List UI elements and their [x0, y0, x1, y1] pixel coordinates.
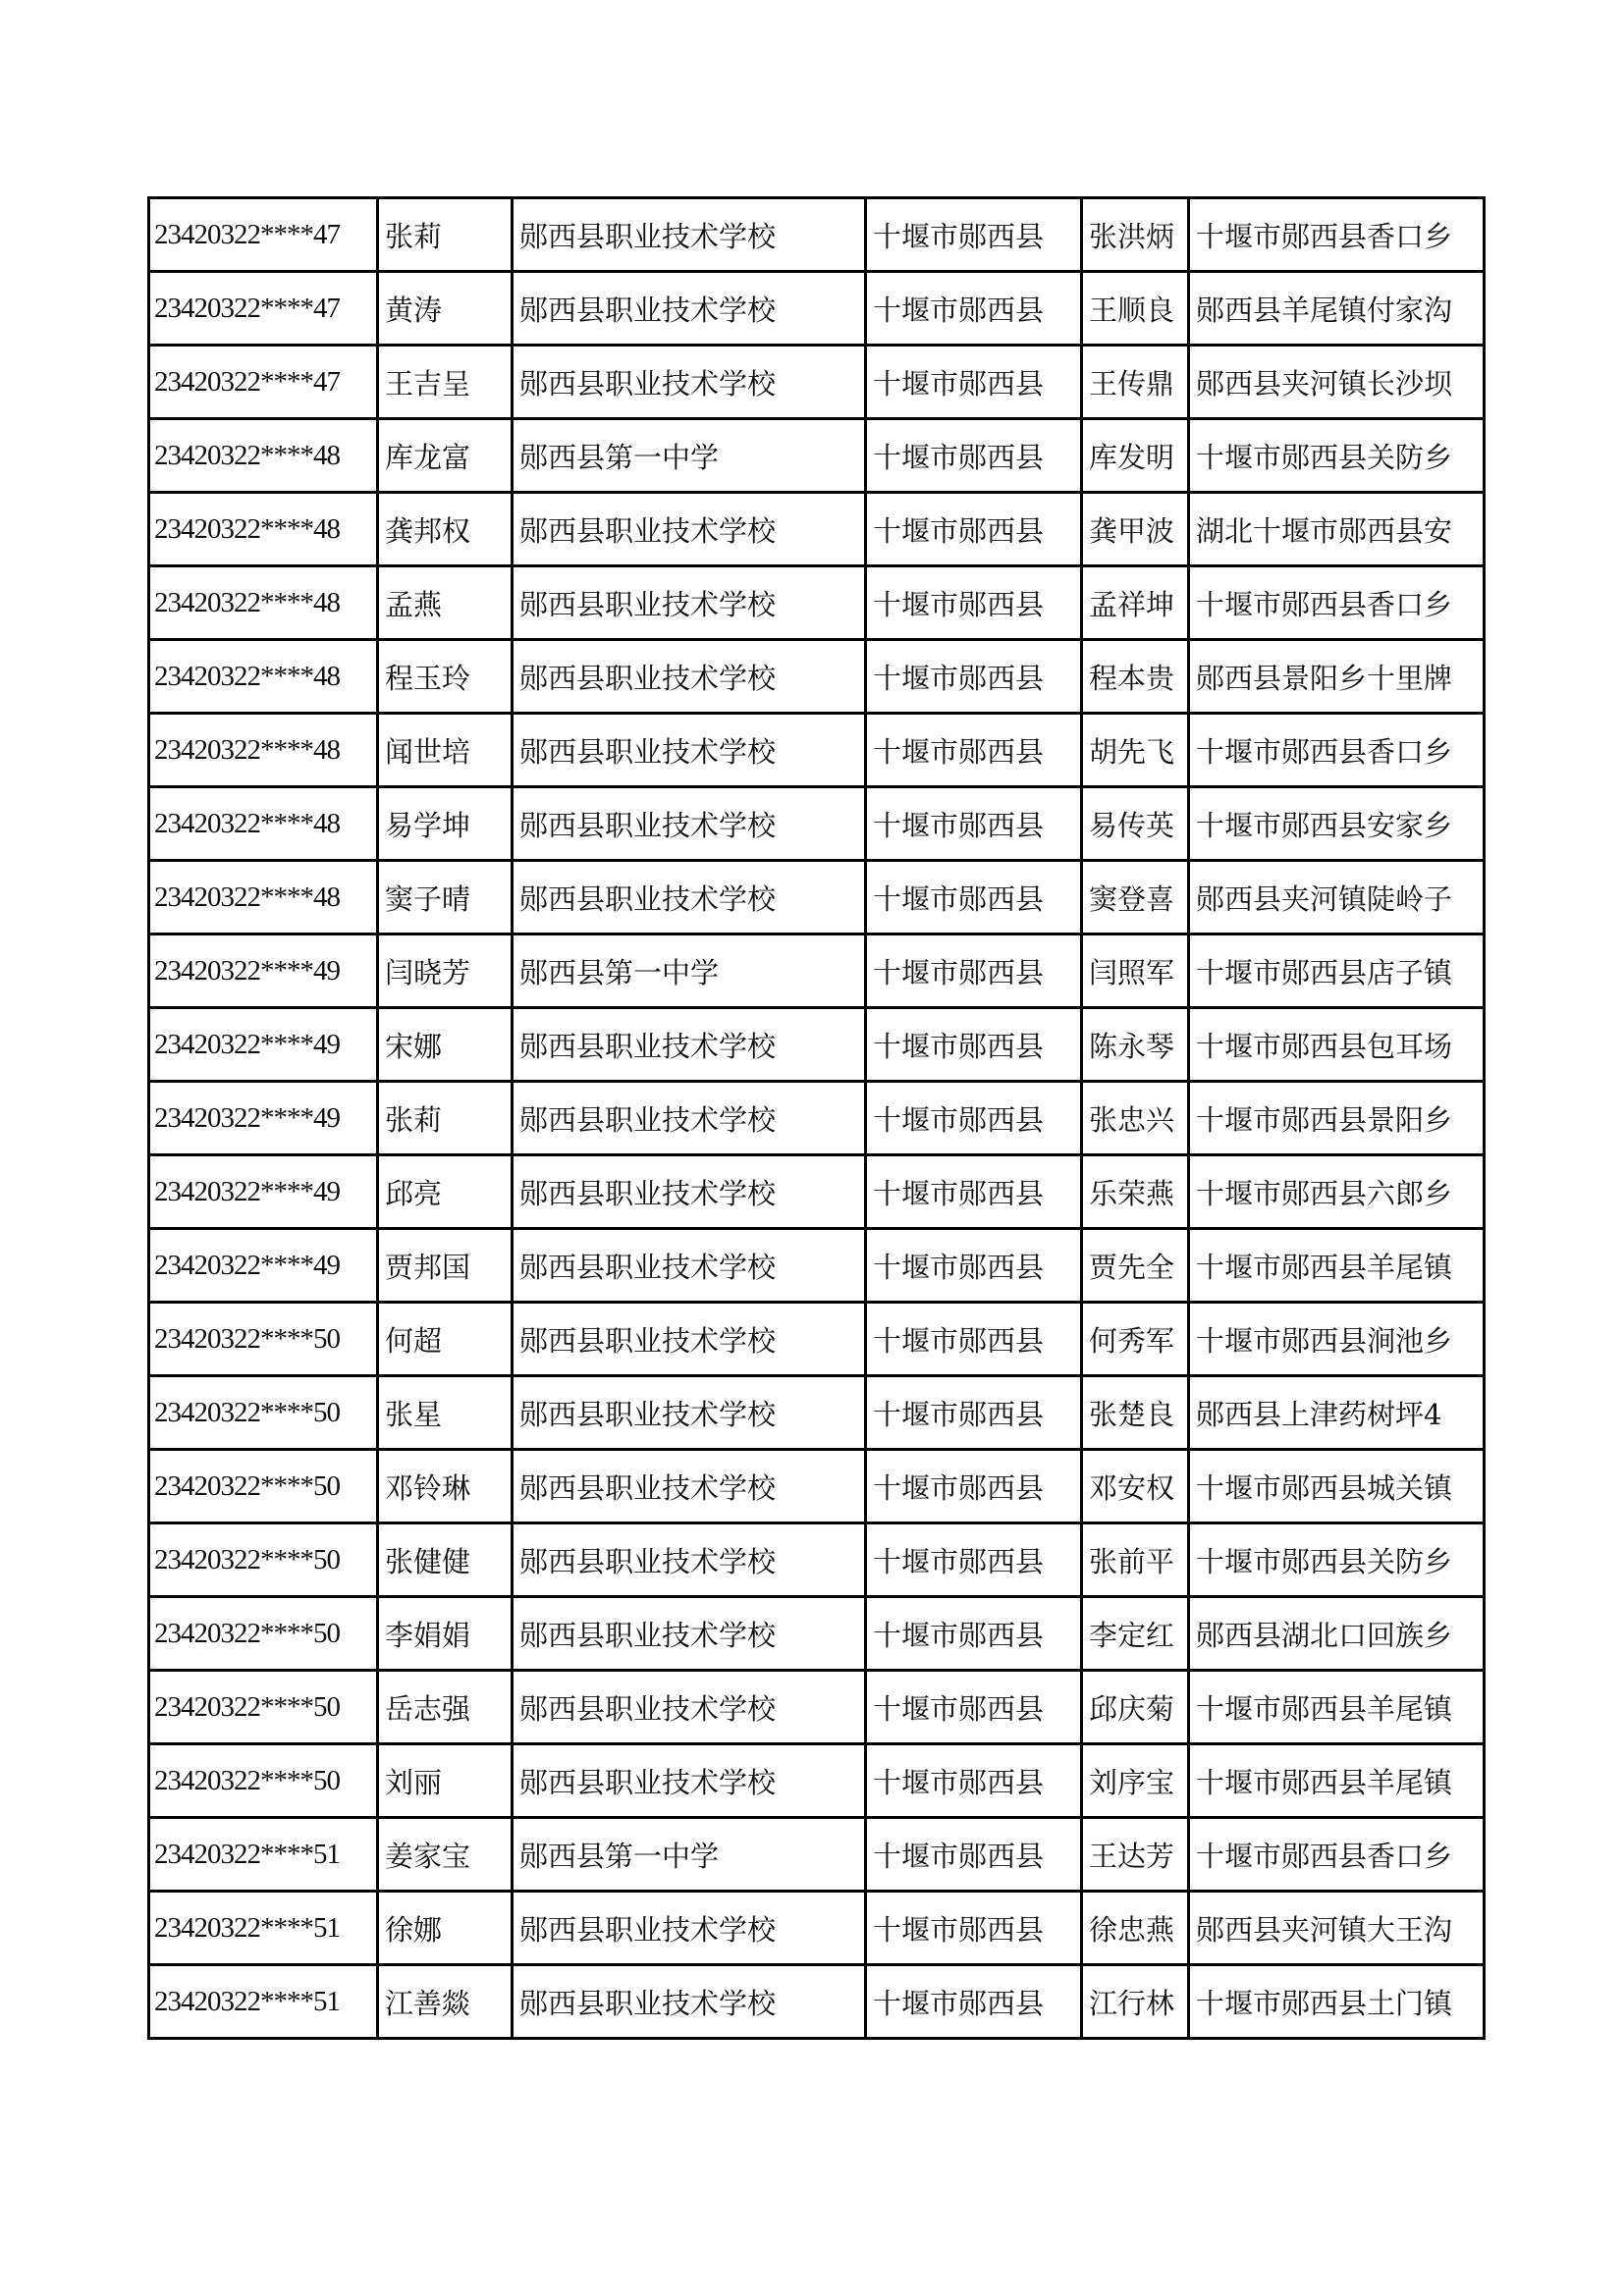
table-row: [149, 1082, 1485, 1155]
table-row: [149, 861, 1485, 934]
address-cell: 十堰市郧西县涧池乡: [1189, 1303, 1485, 1376]
name-cell: 闻世培: [378, 714, 513, 787]
address-cell: 十堰市郧西县店子镇: [1189, 934, 1485, 1008]
guardian-cell: 贾先全: [1082, 1229, 1189, 1303]
id-cell: 23420322****51: [149, 1892, 378, 1965]
region-cell: 十堰市郧西县: [866, 714, 1082, 787]
name-cell: 江善燚: [378, 1965, 513, 2039]
region-cell: 十堰市郧西县: [866, 934, 1082, 1008]
address-cell: 十堰市郧西县包耳场: [1189, 1008, 1485, 1082]
table-row: [149, 1965, 1485, 2039]
table-row: [149, 198, 1485, 272]
id-cell: 23420322****48: [149, 566, 378, 640]
guardian-cell: 李定红: [1082, 1597, 1189, 1671]
name-cell: 宋娜: [378, 1008, 513, 1082]
guardian-cell: 刘序宝: [1082, 1744, 1189, 1818]
name-cell: 张健健: [378, 1523, 513, 1597]
region-cell: 十堰市郧西县: [866, 346, 1082, 419]
guardian-cell: 张前平: [1082, 1523, 1189, 1597]
id-cell: 23420322****49: [149, 1008, 378, 1082]
address-cell: 郧西县夹河镇长沙坝: [1189, 346, 1485, 419]
name-cell: 李娟娟: [378, 1597, 513, 1671]
id-cell: 23420322****50: [149, 1597, 378, 1671]
region-cell: 十堰市郧西县: [866, 1818, 1082, 1892]
school-cell: 郧西县职业技术学校: [513, 1892, 866, 1965]
address-cell: 十堰市郧西县香口乡: [1189, 566, 1485, 640]
guardian-cell: 张洪炳: [1082, 198, 1189, 272]
id-cell: 23420322****51: [149, 1965, 378, 2039]
id-cell: 23420322****48: [149, 640, 378, 714]
table-row: [149, 1818, 1485, 1892]
name-cell: 王吉呈: [378, 346, 513, 419]
name-cell: 刘丽: [378, 1744, 513, 1818]
school-cell: 郧西县职业技术学校: [513, 1523, 866, 1597]
region-cell: 十堰市郧西县: [866, 1008, 1082, 1082]
guardian-cell: 王顺良: [1082, 272, 1189, 346]
school-cell: 郧西县职业技术学校: [513, 1597, 866, 1671]
school-cell: 郧西县职业技术学校: [513, 1082, 866, 1155]
address-cell: 郧西县景阳乡十里牌: [1189, 640, 1485, 714]
region-cell: 十堰市郧西县: [866, 1450, 1082, 1523]
guardian-cell: 王传鼎: [1082, 346, 1189, 419]
school-cell: 郧西县职业技术学校: [513, 787, 866, 861]
school-cell: 郧西县职业技术学校: [513, 1965, 866, 2039]
address-cell: 郧西县夹河镇大王沟: [1189, 1892, 1485, 1965]
id-cell: 23420322****50: [149, 1671, 378, 1744]
name-cell: 龚邦权: [378, 493, 513, 566]
address-cell: 十堰市郧西县安家乡: [1189, 787, 1485, 861]
school-cell: 郧西县职业技术学校: [513, 861, 866, 934]
address-cell: 郧西县上津药树坪4: [1189, 1376, 1485, 1450]
name-cell: 邓铃琳: [378, 1450, 513, 1523]
guardian-cell: 胡先飞: [1082, 714, 1189, 787]
name-cell: 孟燕: [378, 566, 513, 640]
id-cell: 23420322****50: [149, 1450, 378, 1523]
region-cell: 十堰市郧西县: [866, 1155, 1082, 1229]
region-cell: 十堰市郧西县: [866, 787, 1082, 861]
guardian-cell: 张楚良: [1082, 1376, 1189, 1450]
region-cell: 十堰市郧西县: [866, 1671, 1082, 1744]
table-row: [149, 1523, 1485, 1597]
name-cell: 程玉玲: [378, 640, 513, 714]
name-cell: 贾邦国: [378, 1229, 513, 1303]
school-cell: 郧西县职业技术学校: [513, 1671, 866, 1744]
table-row: [149, 493, 1485, 566]
address-cell: 郧西县羊尾镇付家沟: [1189, 272, 1485, 346]
address-cell: 十堰市郧西县香口乡: [1189, 198, 1485, 272]
school-cell: 郧西县职业技术学校: [513, 272, 866, 346]
guardian-cell: 江行林: [1082, 1965, 1189, 2039]
address-cell: 郧西县湖北口回族乡: [1189, 1597, 1485, 1671]
id-cell: 23420322****51: [149, 1818, 378, 1892]
address-cell: 十堰市郧西县城关镇: [1189, 1450, 1485, 1523]
school-cell: 郧西县职业技术学校: [513, 1229, 866, 1303]
name-cell: 岳志强: [378, 1671, 513, 1744]
id-cell: 23420322****48: [149, 419, 378, 493]
id-cell: 23420322****48: [149, 787, 378, 861]
table-row: [149, 1155, 1485, 1229]
guardian-cell: 陈永琴: [1082, 1008, 1189, 1082]
name-cell: 库龙富: [378, 419, 513, 493]
id-cell: 23420322****48: [149, 493, 378, 566]
table-row: [149, 1450, 1485, 1523]
region-cell: 十堰市郧西县: [866, 1892, 1082, 1965]
region-cell: 十堰市郧西县: [866, 1082, 1082, 1155]
region-cell: 十堰市郧西县: [866, 640, 1082, 714]
table-row: [149, 1671, 1485, 1744]
guardian-cell: 库发明: [1082, 419, 1189, 493]
address-cell: 十堰市郧西县香口乡: [1189, 1818, 1485, 1892]
table-row: [149, 640, 1485, 714]
guardian-cell: 易传英: [1082, 787, 1189, 861]
region-cell: 十堰市郧西县: [866, 1744, 1082, 1818]
guardian-cell: 王达芳: [1082, 1818, 1189, 1892]
school-cell: 郧西县职业技术学校: [513, 198, 866, 272]
table-row: [149, 1892, 1485, 1965]
name-cell: 黄涛: [378, 272, 513, 346]
id-cell: 23420322****50: [149, 1303, 378, 1376]
school-cell: 郧西县职业技术学校: [513, 346, 866, 419]
id-cell: 23420322****47: [149, 198, 378, 272]
student-table: [147, 196, 1486, 2040]
id-cell: 23420322****47: [149, 346, 378, 419]
id-cell: 23420322****49: [149, 1155, 378, 1229]
name-cell: 徐娜: [378, 1892, 513, 1965]
name-cell: 姜家宝: [378, 1818, 513, 1892]
table-row: [149, 1303, 1485, 1376]
table-row: [149, 419, 1485, 493]
table-row: [149, 714, 1485, 787]
address-cell: 十堰市郧西县关防乡: [1189, 1523, 1485, 1597]
id-cell: 23420322****49: [149, 1229, 378, 1303]
region-cell: 十堰市郧西县: [866, 198, 1082, 272]
id-cell: 23420322****50: [149, 1523, 378, 1597]
address-cell: 十堰市郧西县羊尾镇: [1189, 1229, 1485, 1303]
region-cell: 十堰市郧西县: [866, 566, 1082, 640]
name-cell: 张星: [378, 1376, 513, 1450]
table-row: [149, 1229, 1485, 1303]
region-cell: 十堰市郧西县: [866, 419, 1082, 493]
id-cell: 23420322****48: [149, 861, 378, 934]
name-cell: 易学坤: [378, 787, 513, 861]
id-cell: 23420322****49: [149, 934, 378, 1008]
guardian-cell: 徐忠燕: [1082, 1892, 1189, 1965]
student-table-body: [149, 198, 1485, 2039]
name-cell: 何超: [378, 1303, 513, 1376]
school-cell: 郧西县第一中学: [513, 419, 866, 493]
guardian-cell: 龚甲波: [1082, 493, 1189, 566]
address-cell: 十堰市郧西县羊尾镇: [1189, 1744, 1485, 1818]
address-cell: 十堰市郧西县土门镇: [1189, 1965, 1485, 2039]
name-cell: 邱亮: [378, 1155, 513, 1229]
table-row: [149, 1597, 1485, 1671]
address-cell: 郧西县夹河镇陡岭子: [1189, 861, 1485, 934]
address-cell: 十堰市郧西县景阳乡: [1189, 1082, 1485, 1155]
id-cell: 23420322****47: [149, 272, 378, 346]
name-cell: 窦子晴: [378, 861, 513, 934]
address-cell: 十堰市郧西县香口乡: [1189, 714, 1485, 787]
id-cell: 23420322****50: [149, 1376, 378, 1450]
region-cell: 十堰市郧西县: [866, 1523, 1082, 1597]
id-cell: 23420322****49: [149, 1082, 378, 1155]
table-row: [149, 787, 1485, 861]
guardian-cell: 邓安权: [1082, 1450, 1189, 1523]
school-cell: 郧西县职业技术学校: [513, 566, 866, 640]
table-row: [149, 1744, 1485, 1818]
school-cell: 郧西县职业技术学校: [513, 1744, 866, 1818]
id-cell: 23420322****48: [149, 714, 378, 787]
address-cell: 十堰市郧西县六郎乡: [1189, 1155, 1485, 1229]
address-cell: 湖北十堰市郧西县安: [1189, 493, 1485, 566]
guardian-cell: 窦登喜: [1082, 861, 1189, 934]
address-cell: 十堰市郧西县关防乡: [1189, 419, 1485, 493]
region-cell: 十堰市郧西县: [866, 1965, 1082, 2039]
region-cell: 十堰市郧西县: [866, 1303, 1082, 1376]
region-cell: 十堰市郧西县: [866, 1597, 1082, 1671]
region-cell: 十堰市郧西县: [866, 1376, 1082, 1450]
name-cell: 张莉: [378, 1082, 513, 1155]
school-cell: 郧西县职业技术学校: [513, 714, 866, 787]
table-row: [149, 1376, 1485, 1450]
school-cell: 郧西县职业技术学校: [513, 1303, 866, 1376]
name-cell: 闫晓芳: [378, 934, 513, 1008]
region-cell: 十堰市郧西县: [866, 493, 1082, 566]
school-cell: 郧西县职业技术学校: [513, 1008, 866, 1082]
school-cell: 郧西县第一中学: [513, 1818, 866, 1892]
table-row: [149, 934, 1485, 1008]
guardian-cell: 何秀军: [1082, 1303, 1189, 1376]
table-row: [149, 346, 1485, 419]
school-cell: 郧西县职业技术学校: [513, 1155, 866, 1229]
school-cell: 郧西县职业技术学校: [513, 1376, 866, 1450]
region-cell: 十堰市郧西县: [866, 272, 1082, 346]
school-cell: 郧西县职业技术学校: [513, 493, 866, 566]
region-cell: 十堰市郧西县: [866, 861, 1082, 934]
region-cell: 十堰市郧西县: [866, 1229, 1082, 1303]
id-cell: 23420322****50: [149, 1744, 378, 1818]
guardian-cell: 邱庆菊: [1082, 1671, 1189, 1744]
school-cell: 郧西县第一中学: [513, 934, 866, 1008]
school-cell: 郧西县职业技术学校: [513, 640, 866, 714]
table-row: [149, 1008, 1485, 1082]
guardian-cell: 孟祥坤: [1082, 566, 1189, 640]
guardian-cell: 乐荣燕: [1082, 1155, 1189, 1229]
address-cell: 十堰市郧西县羊尾镇: [1189, 1671, 1485, 1744]
name-cell: 张莉: [378, 198, 513, 272]
school-cell: 郧西县职业技术学校: [513, 1450, 866, 1523]
guardian-cell: 闫照军: [1082, 934, 1189, 1008]
guardian-cell: 程本贵: [1082, 640, 1189, 714]
table-row: [149, 566, 1485, 640]
table-row: [149, 272, 1485, 346]
guardian-cell: 张忠兴: [1082, 1082, 1189, 1155]
